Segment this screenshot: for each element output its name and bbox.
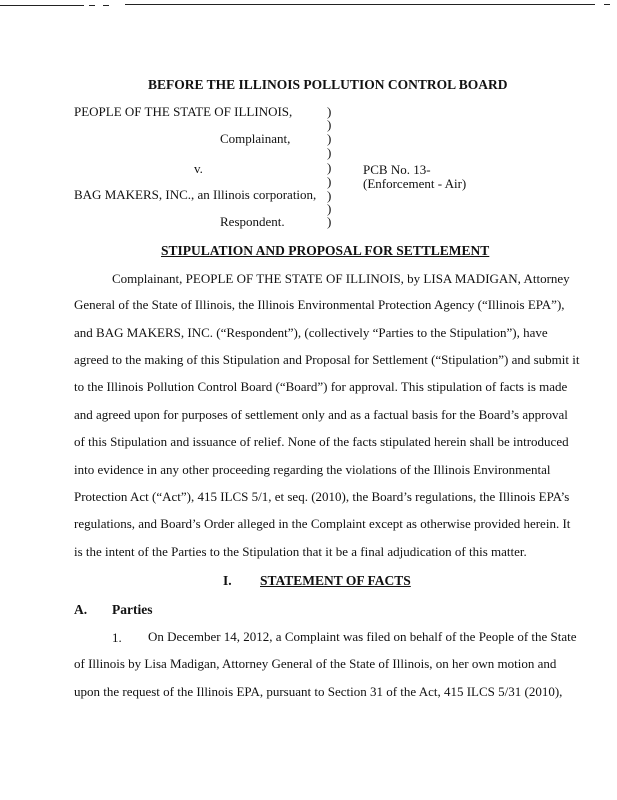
intro-line: General of the State of Illinois, the Illinois Environmental Protection Agency (“Illinois EPA”), xyxy=(74,297,565,312)
caption-defendant-role: Respondent. xyxy=(220,214,285,229)
top-rule-left xyxy=(0,5,84,6)
caption-paren: ) xyxy=(327,160,332,175)
top-tick-3 xyxy=(604,4,610,5)
paragraph-line: On December 14, 2012, a Complaint was filed on behalf of the People of the State xyxy=(148,629,577,644)
caption-paren: ) xyxy=(327,145,332,160)
caption-paren: ) xyxy=(327,104,332,119)
intro-line: is the intent of the Parties to the Stipulation that it be a final adjudication of this matter. xyxy=(74,544,527,559)
case-number: PCB No. 13- xyxy=(363,162,431,177)
intro-line: regulations, and Board’s Order alleged in the Complaint except as otherwise provided herein. It xyxy=(74,516,571,531)
caption-paren: ) xyxy=(327,214,332,229)
document-title: STIPULATION AND PROPOSAL FOR SETTLEMENT xyxy=(161,243,490,258)
caption-paren: ) xyxy=(327,201,332,216)
section-number: I. xyxy=(223,573,232,588)
paragraph-line: of Illinois by Lisa Madigan, Attorney General of the State of Illinois, on her own motion and xyxy=(74,656,557,671)
intro-line: agreed to the making of this Stipulation and Proposal for Settlement (“Stipulation”) and submit it xyxy=(74,352,580,367)
case-type: (Enforcement - Air) xyxy=(363,176,467,191)
intro-line: to the Illinois Pollution Control Board (“Board”) for approval. This stipulation of facts is made xyxy=(74,379,568,394)
caption-paren: ) xyxy=(327,188,332,203)
caption-versus: v. xyxy=(194,161,203,176)
intro-paragraph xyxy=(74,271,580,562)
caption-paren: ) xyxy=(327,174,332,189)
top-tick-2 xyxy=(103,5,109,6)
intro-line: Protection Act (“Act”), 415 ILCS 5/1, et seq. (2010), the Board’s regulations, the Illinois EPA’s xyxy=(74,489,570,504)
subsection-title: Parties xyxy=(112,602,153,617)
board-heading: BEFORE THE ILLINOIS POLLUTION CONTROL BOARD xyxy=(148,77,508,92)
section-title: STATEMENT OF FACTS xyxy=(260,573,411,588)
paragraph-1 xyxy=(74,629,577,710)
caption-plaintiff: PEOPLE OF THE STATE OF ILLINOIS, xyxy=(74,104,293,119)
paragraph-number: 1. xyxy=(112,630,122,645)
caption-defendant: BAG MAKERS, INC., an Illinois corporation, xyxy=(74,187,317,202)
intro-line: of this Stipulation and issuance of relief. None of the facts stipulated herein shall be introduced xyxy=(74,434,569,449)
caption-paren: ) xyxy=(327,131,332,146)
caption-plaintiff-role: Complainant, xyxy=(220,131,291,146)
intro-line: into evidence in any other proceeding regarding the violations of the Illinois Environmental xyxy=(74,462,551,477)
top-tick-1 xyxy=(89,5,95,6)
top-rule-right xyxy=(125,4,595,5)
caption-paren: ) xyxy=(327,117,332,132)
intro-line: and BAG MAKERS, INC. (“Respondent”), (collectively “Parties to the Stipulation”), have xyxy=(74,325,548,340)
subsection-letter: A. xyxy=(74,602,88,617)
intro-line: and agreed upon for purposes of settlement only and as a factual basis for the Board’s approval xyxy=(74,407,568,422)
paragraph-line: upon the request of the Illinois EPA, pursuant to Section 31 of the Act, 415 ILCS 5/31 (2010), xyxy=(74,684,563,699)
intro-line: Complainant, PEOPLE OF THE STATE OF ILLINOIS, by LISA MADIGAN, Attorney xyxy=(112,271,570,286)
